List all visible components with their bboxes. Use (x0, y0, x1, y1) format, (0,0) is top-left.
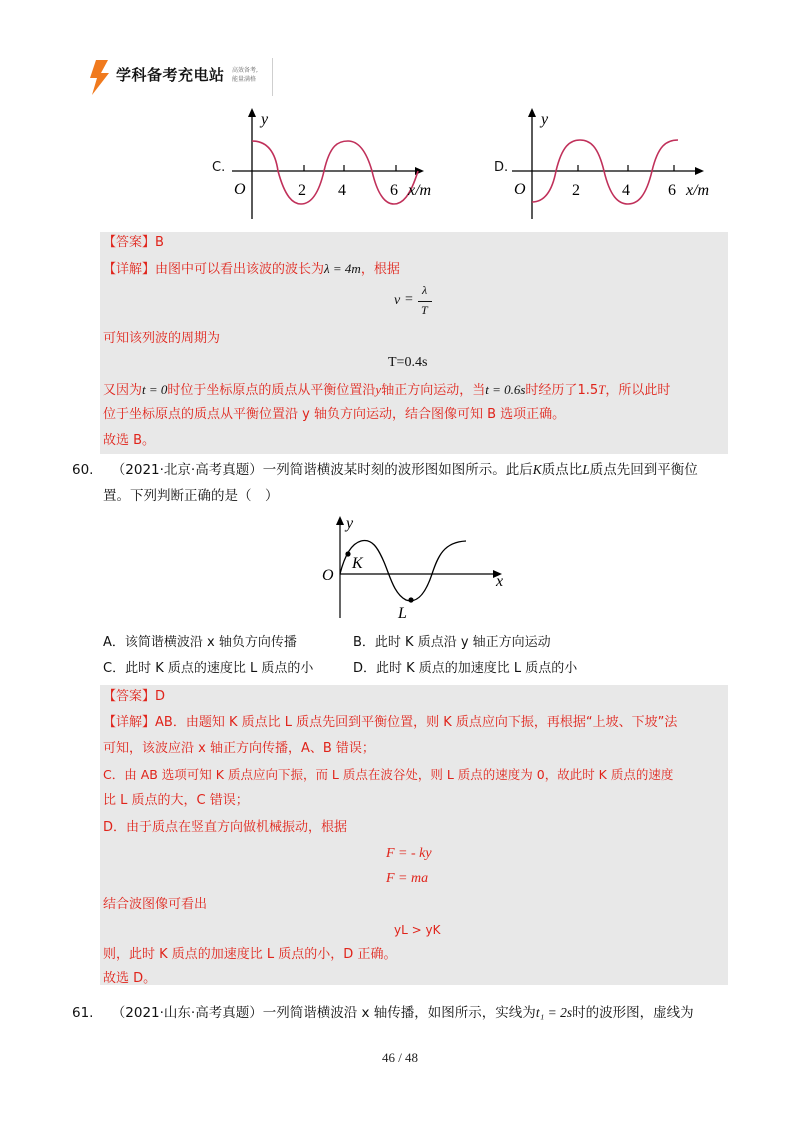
q59-line3-d: 时经历了 (525, 383, 578, 398)
q60-label-k: K (352, 555, 363, 572)
q60-conclusion: 故选 D。 (103, 971, 157, 986)
figure-d-wave-graph (508, 104, 738, 224)
q60-L: L (582, 462, 590, 477)
q60-answer-tag: 【答案】 (103, 689, 156, 704)
logo-title: 学科备考充电站 (116, 66, 225, 84)
q61-source: （2021·山东·高考真题） (111, 1005, 263, 1021)
q59-detail-line-4: 位于坐标原点的质点从平衡位置沿 y 轴负方向运动，结合图像可知 B 选项正确。 (103, 407, 566, 422)
q60-origin: O (322, 567, 334, 584)
q60-K: K (532, 462, 542, 477)
q61-t1-expr: t₁ = 2s (535, 1005, 573, 1020)
option-d-label: D. (494, 160, 509, 175)
q59-line3-e: ，所以此时 (605, 383, 671, 398)
q61-stem-a: 一列简谐横波沿 x 轴传播，如图所示，实线为 (262, 1005, 536, 1021)
q59-t0: t = 0 (142, 382, 168, 397)
q60-formula-2: F = ma (386, 871, 429, 886)
q60-y-label: y (346, 515, 354, 532)
q59-t06: t = 0.6s (485, 382, 526, 397)
q60-detail-line-7: 则，此时 K 质点的加速度比 L 质点的小，D 正确。 (103, 947, 397, 962)
q59-detail-tag: 【详解】 (103, 262, 156, 277)
q60-number: 60. (72, 462, 94, 478)
q60-detail-line-1 (103, 714, 677, 732)
figure-c-origin: O (234, 181, 246, 198)
q59-answer-line (103, 234, 164, 252)
q60-option-a[interactable]: A．该简谐横波沿 x 轴负方向传播 (103, 635, 297, 650)
q59-conclusion: 故选 B。 (103, 433, 156, 448)
q59-line3-c: 轴正方向运动，当 (381, 383, 486, 398)
figure-d-y-label: y (541, 111, 549, 128)
q59-formula-T-value: T=0.4s (388, 355, 428, 370)
option-c-label: C. (212, 160, 226, 175)
q60-formula-1: F = - ky (386, 846, 432, 861)
q60-option-c[interactable]: C．此时 K 质点的速度比 L 质点的小 (103, 661, 314, 676)
q60-option-d[interactable]: D．此时 K 质点的加速度比 L 质点的小 (353, 661, 578, 676)
q59-line3-b: 时位于坐标原点的质点从平衡位置沿 (167, 383, 376, 398)
q60-source: （2021·北京·高考真题） (111, 462, 263, 478)
q60-point-k (345, 551, 350, 556)
q60-detail-line-4: 比 L 质点的大，C 错误； (103, 793, 249, 808)
logo-bolt-icon (88, 58, 110, 96)
q59-answer-value: B (155, 235, 164, 250)
q60-stem-c: 质点先回到平衡位 (589, 462, 698, 478)
q59-formula-v (394, 283, 444, 321)
q60-stem-b: 质点比 (541, 462, 583, 478)
figure-c-tick-label-6: 6 (390, 182, 398, 199)
figure-d-curve (532, 140, 678, 204)
q60-detail-line-6: 结合波图像可看出 (103, 897, 208, 912)
figure-c-tick-label-4: 4 (338, 182, 346, 199)
q59-detail-line-3 (103, 381, 670, 400)
q60-answer-value: D (155, 689, 166, 704)
figure-c-y-label: y (261, 111, 269, 128)
q59-formula-T: T (421, 303, 428, 317)
figure-c-wave-graph (228, 104, 458, 224)
header-divider (272, 58, 273, 96)
figure-c-x-label: x/m (408, 182, 432, 199)
q59-line3-a: 又因为 (103, 383, 143, 398)
q60-x-label: x (496, 573, 504, 590)
q59-formula-v-symbol: v (394, 293, 401, 308)
q59-lambda-expr: λ = 4m (324, 261, 361, 276)
q59-formula-fraction-bar (418, 301, 432, 302)
q61-stem-b: 时的波形图，虚线为 (572, 1005, 694, 1021)
q60-answer-line (103, 688, 165, 706)
q60-detail-line-5: D．由于质点在竖直方向做机械振动，根据 (103, 820, 348, 835)
q59-answer-tag: 【答案】 (103, 235, 156, 250)
figure-d-origin: O (514, 181, 526, 198)
logo-slogan-line-2: 能量满格 (232, 76, 257, 83)
q60-y-arrow (336, 516, 344, 525)
q60-detail-tag: 【详解】 (103, 715, 156, 730)
q59-y-word: y (375, 382, 382, 397)
q59-T-ital: T (598, 382, 606, 397)
q59-detail-text-1-end: ，根据 (360, 262, 400, 277)
figure-d-tick-label-6: 6 (668, 182, 676, 199)
figure-d-tick-label-4: 4 (622, 182, 630, 199)
q59-formula-lambda: λ (422, 283, 428, 297)
q60-detail-line-3: C．由 AB 选项可知 K 质点应向下振，而 L 质点在波谷处，则 L 质点的速度为 0，故此时 K 质点的速度 (103, 767, 674, 782)
figure-c-tick-label-2: 2 (298, 182, 306, 199)
q59-detail-text-1: 由图中可以看出该波的波长为 (155, 262, 325, 277)
figure-d-x-arrow (695, 167, 704, 175)
q60-label-l: L (398, 605, 407, 620)
q61-stem-line-1 (72, 1001, 694, 1025)
q59-period-line: 可知该列波的周期为 (103, 331, 221, 346)
q60-point-l (408, 597, 413, 602)
q60-option-b[interactable]: B．此时 K 质点沿 y 轴正方向运动 (353, 635, 551, 650)
q61-number: 61. (72, 1005, 94, 1021)
q60-formula-3: yL > yK (394, 923, 441, 937)
figure-d-y-arrow (528, 108, 536, 117)
q59-formula-eq: = (405, 292, 413, 307)
figure-c-y-arrow (248, 108, 256, 117)
figure-d-x-label: x/m (686, 182, 710, 199)
q60-stem-line-2: 置。下列判断正确的是（ ） (103, 488, 279, 504)
q60-detail-line-2: 可知，该波应沿 x 轴正方向传播，A、B 错误； (103, 741, 375, 756)
logo-slogan-line-1: 高效备考, (232, 67, 258, 74)
page-number: 46 / 48 (381, 1050, 419, 1065)
q60-stem-a: 一列简谐横波某时刻的波形图如图所示。此后 (262, 462, 533, 478)
figure-d-tick-label-2: 2 (572, 182, 580, 199)
q60-stem-line-1 (72, 458, 698, 482)
logo-slogan (232, 66, 272, 84)
q59-detail-line-1 (103, 260, 400, 279)
q59-t15: 1.5 (577, 383, 599, 398)
q60-wave-figure (314, 514, 514, 620)
q60-detail-text-1: AB．由题知 K 质点比 L 质点先回到平衡位置，则 K 质点应向下振，再根据“上坡、下坡”法 (155, 715, 678, 730)
